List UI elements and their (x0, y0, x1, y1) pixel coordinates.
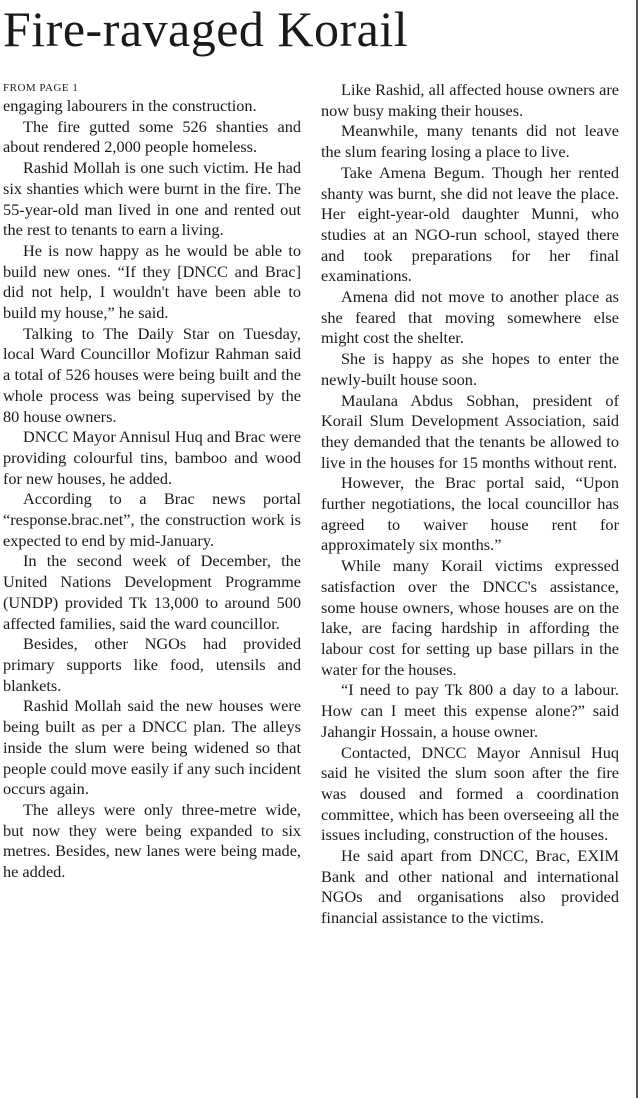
left-column (3, 80, 301, 883)
paragraph: Besides, other NGOs had provided primary supports like food, utensils and blankets. (3, 634, 301, 695)
column-rule (636, 0, 638, 1098)
paragraph: DNCC Mayor Annisul Huq and Brac were providing colourful tins, bamboo and wood for new houses, he added. (3, 427, 301, 488)
paragraph: Rashid Mollah said the new houses were being built as per a DNCC plan. The alleys inside the slum were being widened so that people could move easily if any such incident occurs again. (3, 696, 301, 799)
paragraph: He is now happy as he would be able to build new ones. “If they [DNCC and Brac] did not help, I wouldn't have been able to build my house,” he said. (3, 240, 301, 323)
paragraph: engaging labourers in the construction. (3, 96, 257, 115)
paragraph: She is happy as she hopes to enter the newly-built house soon. (321, 349, 619, 389)
paragraph: Like Rashid, all affected house owners are now busy making their houses. (321, 80, 619, 120)
paragraph: However, the Brac portal said, “Upon further negotiations, the local councillor has agreed to waiver house rent for approximately six months.” (321, 473, 619, 555)
paragraph: “I need to pay Tk 800 a day to a labour. How can I meet this expense alone?” said Jahangir Hossain, a house owner. (321, 680, 619, 741)
paragraph: Contacted, DNCC Mayor Annisul Huq said he visited the slum soon after the fire was doused and formed a coordination committee, which has been overseeing all the issues including, construction of the houses. (321, 742, 619, 845)
paragraph: The fire gutted some 526 shanties and about rendered 2,000 people homeless. (3, 116, 301, 157)
paragraph: Meanwhile, many tenants did not leave the slum fearing losing a place to live. (321, 121, 619, 162)
paragraph: Rashid Mollah is one such victim. He had six shanties which were burnt in the fire. The 55-year-old man lived in one and rented out the rest to tenants to earn a living. (3, 158, 301, 240)
paragraph: While many Korail victims expressed satisfaction over the DNCC's assistance, some house owners, whose houses are on the lake, are facing hardship in affording the labour cost for setting up base pillars in the water for the houses. (321, 556, 619, 679)
paragraph: In the second week of December, the United Nations Development Programme (UNDP) provided Tk 13,000 to around 500 affected families, said the ward councillor. (3, 551, 301, 633)
paragraph: Take Amena Begum. Though her rented shanty was burnt, she did not leave the place. Her eight-year-old daughter Munni, who studies at an NGO-run school, stayed there and took preparations for her final examinations. (321, 162, 619, 286)
continuation-kicker: FROM PAGE 1 (3, 82, 79, 94)
paragraph: Talking to The Daily Star on Tuesday, local Ward Councillor Mofizur Rahman said a total of 526 houses were being built and the whole process was being supervised by the 80 house owners. (3, 323, 301, 426)
paragraph: Maulana Abdus Sobhan, president of Korail Slum Development Association, said they demanded that the tenants be allowed to live in the houses for 15 months without rent. (321, 390, 619, 472)
headline: Fire-ravaged Korail (3, 1, 409, 57)
paragraph: According to a Brac news portal “response.brac.net”, the construction work is expected to end by mid-January. (3, 489, 301, 550)
paragraph: He said apart from DNCC, Brac, EXIM Bank and other national and international NGOs and organisations also provided financial assistance to the victims. (321, 846, 619, 928)
paragraph: Amena did not move to another place as she feared that moving somewhere else might cost the shelter. (321, 287, 619, 348)
right-column (321, 80, 619, 929)
paragraph: The alleys were only three-metre wide, but now they were being expanded to six metres. Besides, new lanes were being made, he added. (3, 799, 301, 882)
